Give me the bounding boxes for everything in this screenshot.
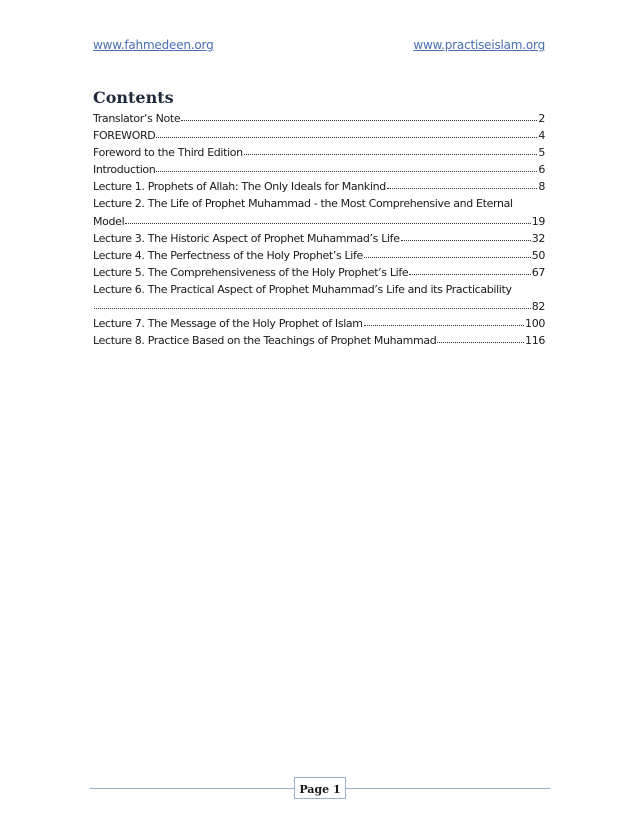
toc-entry-page: 67 <box>531 265 545 279</box>
toc-entry-lecture-7[interactable] <box>93 315 545 332</box>
toc-entry-page: 19 <box>531 214 545 228</box>
toc-entry-title: Foreword to the Third Edition <box>93 146 243 160</box>
toc-entry-title: Lecture 8. Practice Based on the Teachings of Prophet Muhammad <box>93 334 437 348</box>
dot-leader <box>181 111 537 121</box>
toc-entry-foreword[interactable] <box>93 127 545 144</box>
page-header <box>93 38 545 58</box>
dot-leader <box>409 265 530 275</box>
toc-entry-title: Lecture 4. The Perfectness of the Holy Prophet’s Life <box>93 248 363 262</box>
toc-entry-page: 100 <box>525 317 545 331</box>
toc-entry-title: Lecture 1. Prophets of Allah: The Only Ideals for Mankind <box>93 180 386 194</box>
practiseislam-link[interactable]: www.practiseislam.org <box>413 38 545 52</box>
toc-entry-translators-note[interactable] <box>93 110 545 127</box>
toc-entry-lecture-4[interactable] <box>93 247 545 264</box>
toc-entry-page: 116 <box>525 334 545 348</box>
dot-leader <box>244 145 538 155</box>
toc-entry-title: Lecture 3. The Historic Aspect of Prophet Muhammad’s Life <box>93 231 400 245</box>
dot-leader <box>364 316 524 326</box>
toc-entry-page: 8 <box>538 180 545 194</box>
toc-entry-title: Translator’s Note <box>93 112 181 125</box>
toc-entry-title: FOREWORD <box>93 129 156 143</box>
toc-entry-page: 82 <box>531 300 545 314</box>
toc-entry-lecture-6-line2[interactable] <box>93 298 545 315</box>
toc-entry-lecture-5[interactable] <box>93 264 545 281</box>
dot-leader <box>364 248 531 258</box>
toc-entry-title-continued: Model <box>93 214 125 228</box>
fahmedeen-link[interactable]: www.fahmedeen.org <box>93 38 214 52</box>
page-footer <box>90 777 550 807</box>
toc-entry-page: 6 <box>538 163 545 177</box>
toc-entry-third-edition[interactable] <box>93 144 545 161</box>
dot-leader <box>387 179 537 189</box>
toc-entry-page: 32 <box>531 231 545 245</box>
dot-leader <box>156 162 537 172</box>
toc-entry-lecture-2-line2[interactable] <box>93 213 545 230</box>
toc-entry-title: Introduction <box>93 163 156 177</box>
page-number-box <box>294 777 346 799</box>
toc-entry-title: Lecture 7. The Message of the Holy Prophet of Islam <box>93 317 363 331</box>
toc-entry-page: 2 <box>538 112 545 125</box>
toc-entry-lecture-3[interactable] <box>93 230 545 247</box>
toc-entry-lecture-8[interactable] <box>93 332 545 349</box>
page-number-label: Page 1 <box>299 783 341 796</box>
toc-entry-lecture-2-line1[interactable] <box>93 195 545 212</box>
toc-entry-page: 50 <box>531 248 545 262</box>
dot-leader <box>437 333 524 343</box>
footer-rule-right <box>346 788 550 789</box>
toc-entry-lecture-6-line1[interactable] <box>93 281 545 298</box>
contents-heading: Contents <box>93 88 174 107</box>
dot-leader <box>401 231 531 241</box>
toc-entry-title: Lecture 6. The Practical Aspect of Prophet Muhammad’s Life and its Practicability <box>93 282 512 296</box>
table-of-contents <box>93 110 545 349</box>
toc-entry-page: 5 <box>538 146 545 160</box>
dot-leader <box>94 299 531 309</box>
toc-entry-page: 4 <box>538 129 545 143</box>
dot-leader <box>156 128 537 138</box>
toc-entry-title: Lecture 5. The Comprehensiveness of the Holy Prophet’s Life <box>93 265 409 279</box>
toc-entry-introduction[interactable] <box>93 161 545 178</box>
toc-entry-title: Lecture 2. The Life of Prophet Muhammad - the Most Comprehensive and Eternal <box>93 197 513 211</box>
footer-rule-left <box>90 788 294 789</box>
dot-leader <box>125 214 530 224</box>
toc-entry-lecture-1[interactable] <box>93 178 545 195</box>
